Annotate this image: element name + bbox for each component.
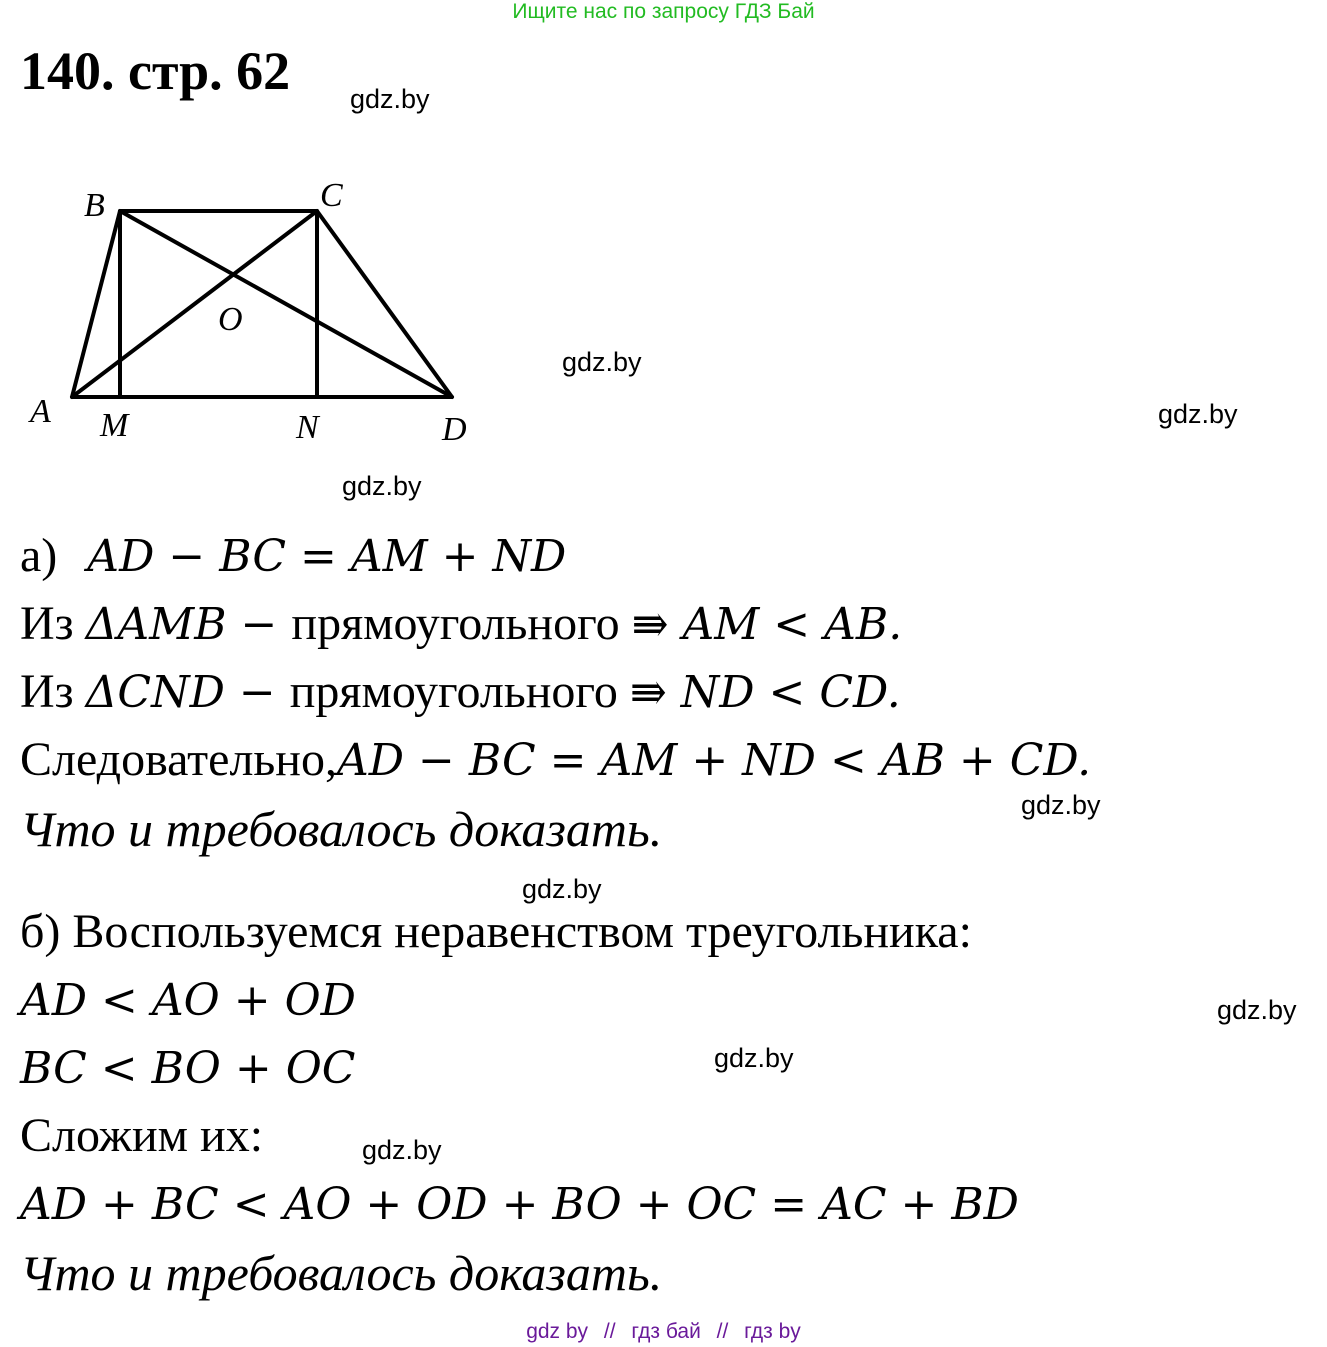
math: AD − BC = AM + ND < AB + CD. <box>336 735 1092 786</box>
part-b-ineq1 <box>20 976 356 1024</box>
text: прямоугольного <box>289 665 630 718</box>
diagonal-bd <box>120 211 452 397</box>
watermark: gdz.by <box>1217 995 1297 1025</box>
part-a-qed: Что и требовалось доказать. <box>20 801 663 857</box>
math: ΔCND − <box>85 667 290 718</box>
watermark: gdz.by <box>714 1043 794 1073</box>
text: Из <box>20 597 86 650</box>
footer-links <box>0 1320 1327 1344</box>
watermark: gdz.by <box>1021 790 1101 820</box>
watermark: gdz.by <box>350 84 430 114</box>
diagonal-ac <box>72 211 317 397</box>
part-b-ineq2 <box>20 1044 355 1092</box>
label-o: O <box>218 301 243 338</box>
part-b-sum <box>20 1180 1019 1228</box>
watermark: gdz.by <box>362 1135 442 1165</box>
label-a: A <box>30 393 51 430</box>
part-b-qed: Что и требовалось доказать. <box>20 1245 663 1301</box>
watermark: gdz.by <box>342 471 422 501</box>
page-title: 140. стр. 62 <box>20 41 291 101</box>
part-b-intro: б) Воспользуемся неравенством треугольника: <box>20 905 972 958</box>
math: AD < AO + OD <box>20 975 356 1026</box>
label-b: B <box>84 187 105 224</box>
part-a-line-3 <box>20 665 901 718</box>
text: Из <box>20 665 86 718</box>
math: ΔAMB − <box>85 599 292 650</box>
watermark: gdz.by <box>562 347 642 377</box>
text: прямоугольного <box>291 597 632 650</box>
part-a-line-1 <box>20 529 567 582</box>
trapezoid-figure <box>0 160 520 460</box>
trapezoid-outline <box>72 211 452 397</box>
label-m: M <box>100 407 129 444</box>
watermark: gdz.by <box>1158 399 1238 429</box>
footer-link[interactable]: гдз бай <box>631 1320 701 1343</box>
part-a-line-4 <box>20 733 1092 786</box>
label-d: D <box>442 411 467 448</box>
math: BC < BO + OC <box>20 1043 356 1094</box>
part-a-eq1: AD − BC = AM + ND <box>87 531 567 582</box>
footer-separator: // <box>716 1320 729 1343</box>
math: AD + BC < AO + OD + BO + OC = AC + BD <box>20 1179 1019 1230</box>
text: Следовательно, <box>20 733 337 786</box>
top-banner[interactable]: Ищите нас по запросу ГДЗ Бай <box>512 0 815 23</box>
math: ⇛ ND < CD. <box>629 667 901 718</box>
footer-link[interactable]: гдз by <box>744 1320 801 1343</box>
label-n: N <box>296 409 319 446</box>
part-a-line-2 <box>20 597 903 650</box>
part-b-add: Сложим их: <box>20 1109 264 1162</box>
footer-separator: // <box>603 1320 616 1343</box>
label-c: C <box>320 177 343 214</box>
footer-link[interactable]: gdz by <box>526 1320 589 1343</box>
math: ⇛ AM < AB. <box>631 599 903 650</box>
watermark: gdz.by <box>522 874 602 904</box>
part-a-prefix: а) <box>20 529 58 582</box>
